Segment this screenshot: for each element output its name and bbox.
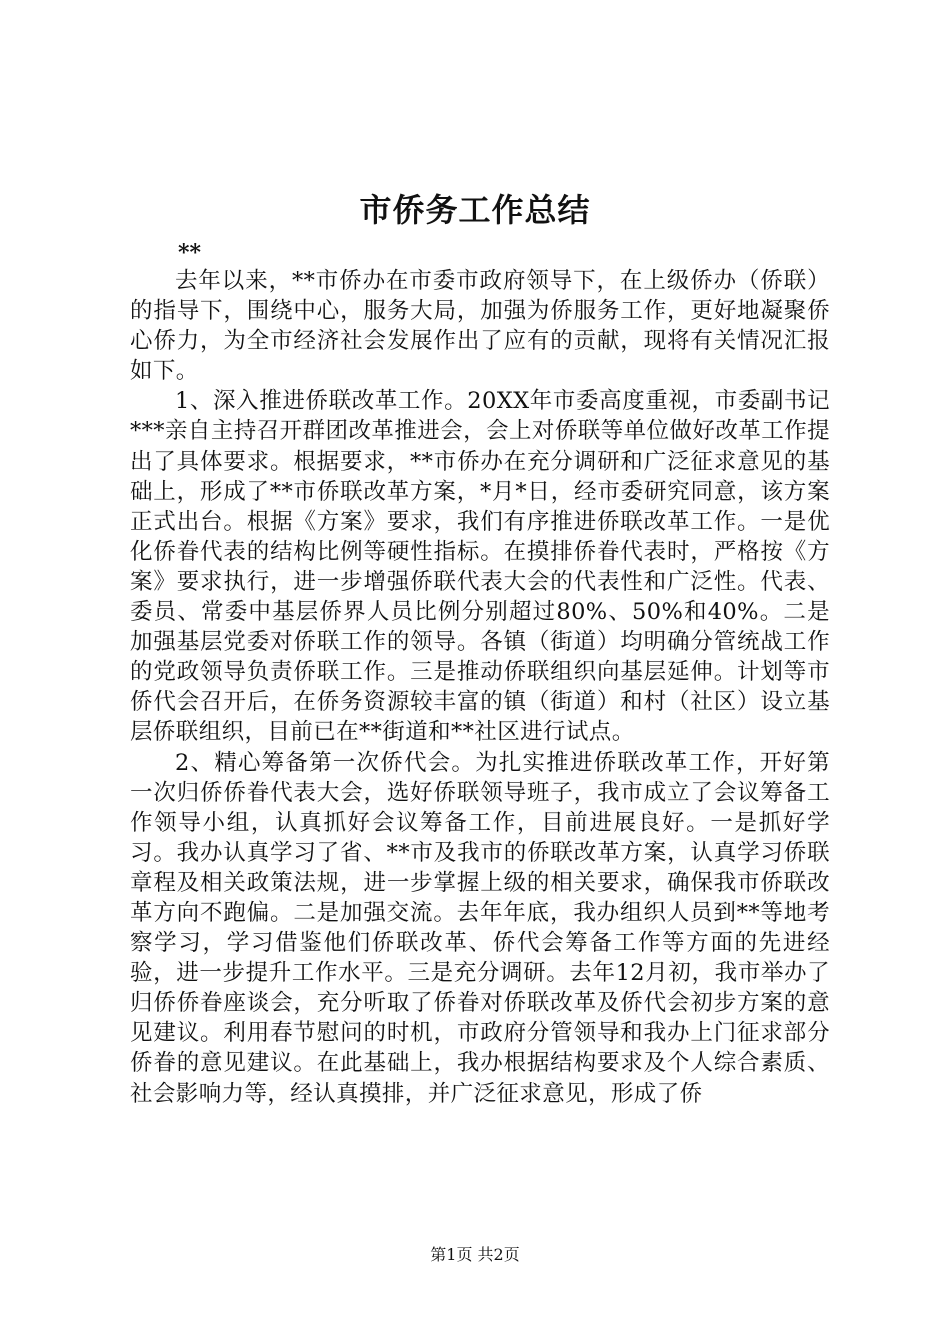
paragraph-intro: 去年以来，**市侨办在市委市政府领导下，在上级侨办（侨联）的指导下，围绕中心，服务大局，加强为侨服务工作，更好地凝聚侨心侨力，为全市经济社会发展作出了应有的贡献，现将有关情况汇报如下。 [130, 268, 830, 385]
page-footer: 第1页 共2页 [430, 1245, 520, 1264]
paragraph-reform: 1、深入推进侨联改革工作。20XX年市委高度重视，市委副书记***亲自主持召开群团改革推进会，会上对侨联等单位做好改革工作提出了具体要求。根据要求，**市侨办在充分调研和广泛征求意见的基础上，形成了**市侨联改革方案，*月*日，经市委研究同意，该方案正式出台。根据《方案》要求，我们有序推进侨联改革工作。一是优化侨眷代表的结构比例等硬性指标。在摸排侨眷代表时，严格按《方案》要求执行，进一步增强侨联代表大会的代表性和广泛性。代表、委员、常委中基层侨界人员比例分别超过80%、50%和40%。二是加强基层党委对侨联工作的领导。各镇（街道）均明确分管统战工作的党政领导负责侨联工作。三是推动侨联组织向基层延伸。计划等市侨代会召开后，在侨务资源较丰富的镇（街道）和村（社区）设立基层侨联组织，目前已在**街道和**社区进行试点。 [130, 388, 830, 746]
document-author: ** [178, 240, 202, 266]
paragraph-congress: 2、精心筹备第一次侨代会。为扎实推进侨联改革工作，开好第一次归侨侨眷代表大会，选好侨联领导班子，我市成立了会议筹备工作领导小组，认真抓好会议筹备工作，目前进展良好。一是抓好学习。我办认真学习了省、**市及我市的侨联改革方案，认真学习侨联章程及相关政策法规，进一步掌握上级的相关要求，确保我市侨联改革方向不跑偏。二是加强交流。去年年底，我办组织人员到**等地考察学习，学习借鉴他们侨联改革、侨代会筹备工作等方面的先进经验，进一步提升工作水平。三是充分调研。去年12月初，我市举办了归侨侨眷座谈会，充分听取了侨眷对侨联改革及侨代会初步方案的意见建议。利用春节慰问的时机，市政府分管领导和我办上门征求部分侨眷的意见建议。在此基础上，我办根据结构要求及个人综合素质、社会影响力等，经认真摸排，并广泛征求意见，形成了侨 [130, 749, 830, 1107]
document-body [130, 266, 830, 1109]
document-title: 市侨务工作总结 [359, 191, 591, 229]
